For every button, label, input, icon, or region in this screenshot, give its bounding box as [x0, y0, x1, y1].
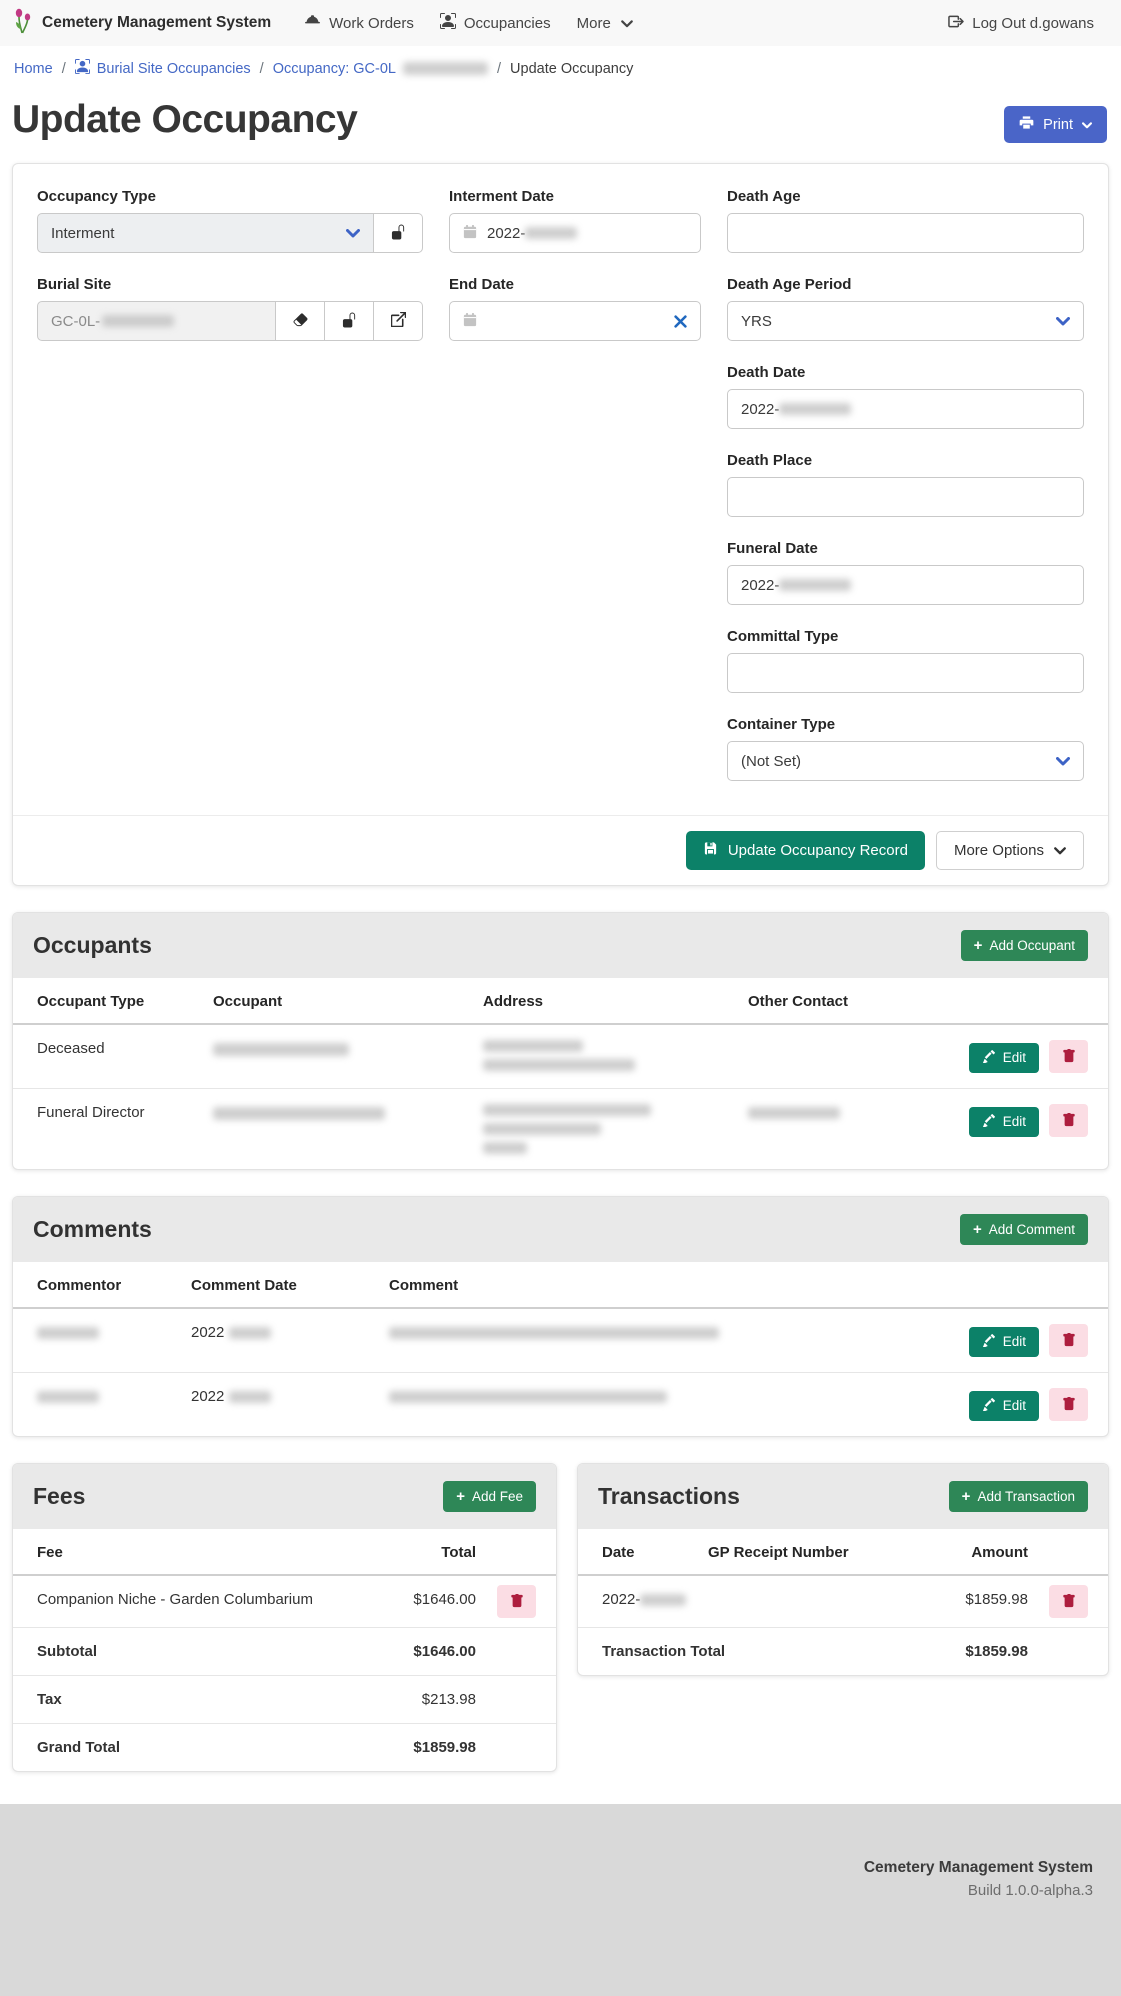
burial-site-open-button[interactable]	[374, 301, 423, 341]
chevron-down-icon	[1054, 842, 1066, 859]
occupant-row	[13, 1024, 1108, 1089]
brand-label: Cemetery Management System	[42, 14, 272, 31]
col-date: Date	[578, 1529, 698, 1575]
eraser-icon	[293, 312, 308, 330]
nav-item-label: Occupancies	[463, 14, 551, 32]
death-date-field	[727, 364, 1084, 429]
comment-date-prefix: 2022	[191, 1388, 225, 1405]
col-gp-receipt-number: GP Receipt Number	[698, 1529, 928, 1575]
fees-subtotal-row	[13, 1628, 556, 1676]
occupant-name-cell	[203, 1089, 473, 1170]
print-button[interactable]	[1004, 106, 1107, 143]
redacted-death-date	[779, 403, 851, 415]
subtotal-label: Subtotal	[13, 1628, 376, 1676]
edit-label: Edit	[1002, 1334, 1026, 1349]
delete-occupant-button[interactable]	[1049, 1104, 1088, 1137]
comments-header	[13, 1197, 1108, 1262]
burial-site-label: Burial Site	[37, 276, 112, 293]
trash-icon	[1062, 1048, 1076, 1066]
death-date-value-prefix: 2022-	[741, 400, 780, 418]
delete-occupant-button[interactable]	[1049, 1040, 1088, 1073]
trash-icon	[1062, 1396, 1076, 1414]
redacted-funeral-date	[779, 579, 851, 591]
breadcrumb-burial-site-occupancies[interactable]	[75, 59, 251, 78]
end-date-label: End Date	[449, 276, 515, 293]
plus-icon: +	[973, 937, 983, 954]
edit-occupant-button[interactable]	[969, 1043, 1039, 1073]
occupancy-type-label: Occupancy Type	[37, 188, 156, 205]
update-occupancy-record-button[interactable]	[686, 831, 925, 870]
occupant-type-cell: Deceased	[13, 1024, 203, 1089]
calendar-icon	[463, 312, 477, 331]
redacted-interment-date	[525, 227, 577, 239]
commentor-cell	[13, 1373, 181, 1437]
pencil-icon	[982, 1398, 995, 1414]
delete-transaction-button[interactable]	[1049, 1585, 1088, 1618]
death-age-period-value: YRS	[741, 312, 772, 330]
nav-item-label: Work Orders	[329, 14, 414, 32]
redacted-address-line	[483, 1142, 527, 1154]
death-age-period-field	[727, 276, 1084, 341]
redacted-address-line	[483, 1104, 651, 1116]
redacted-comment-date	[229, 1327, 271, 1339]
trash-icon	[1062, 1332, 1076, 1350]
interment-date-input[interactable]	[449, 213, 701, 253]
end-date-input[interactable]	[449, 301, 701, 341]
redacted-comment	[389, 1327, 719, 1339]
occupants-table	[13, 978, 1108, 1169]
page-title: Update Occupancy	[12, 98, 358, 141]
top-navbar	[0, 0, 1121, 46]
col-total: Total	[376, 1529, 486, 1575]
occupant-contact-cell	[738, 1024, 948, 1089]
box-arrow-up-right-icon	[391, 312, 406, 330]
trash-icon	[1062, 1112, 1076, 1130]
occupancy-type-field	[37, 188, 423, 253]
breadcrumb-separator: /	[259, 60, 264, 77]
transaction-date-prefix: 2022-	[602, 1591, 641, 1608]
trash-icon	[1062, 1593, 1076, 1611]
comments-title: Comments	[33, 1216, 152, 1242]
printer-icon	[1019, 115, 1034, 134]
nav-item-more[interactable]	[564, 7, 646, 40]
chevron-down-icon	[1056, 313, 1070, 330]
redacted-occupant-name	[213, 1043, 349, 1056]
committal-type-label: Committal Type	[727, 628, 839, 645]
fees-grand-total-row	[13, 1724, 556, 1772]
edit-label: Edit	[1002, 1050, 1026, 1065]
breadcrumb-occupancy[interactable]	[273, 61, 488, 77]
end-date-field	[449, 276, 701, 341]
save-icon	[703, 841, 718, 860]
print-label: Print	[1043, 116, 1073, 133]
transaction-total-value: $1859.98	[965, 1643, 1028, 1660]
occupant-row	[13, 1089, 1108, 1170]
container-type-value: (Not Set)	[741, 752, 802, 770]
fees-transactions-row	[12, 1463, 1109, 1772]
transactions-table	[578, 1529, 1108, 1675]
breadcrumb-occupancy-label: Occupancy: GC-0L	[272, 60, 396, 77]
breadcrumb-separator: /	[61, 60, 66, 77]
add-comment-label: Add Comment	[988, 1222, 1075, 1237]
occupants-header	[13, 913, 1108, 978]
nav-item-occupancies[interactable]	[427, 5, 564, 41]
fee-name-cell: Companion Niche - Garden Columbarium	[13, 1575, 376, 1628]
fees-table	[13, 1529, 556, 1771]
breadcrumb	[0, 46, 1121, 88]
container-type-label: Container Type	[727, 716, 836, 733]
pencil-icon	[982, 1114, 995, 1130]
occupant-address-cell	[473, 1024, 738, 1089]
end-date-clear-icon[interactable]	[674, 315, 687, 328]
comment-cell	[379, 1373, 948, 1437]
redacted-commentor	[37, 1327, 99, 1339]
calendar-icon	[463, 224, 477, 243]
form-footer	[13, 815, 1108, 885]
redacted-commentor	[37, 1391, 99, 1403]
plus-icon: +	[961, 1488, 971, 1505]
fee-total-cell: $1646.00	[376, 1575, 486, 1628]
add-comment-button[interactable]	[960, 1214, 1088, 1245]
occupancy-form	[13, 164, 1108, 807]
transaction-date-cell	[578, 1575, 698, 1628]
fees-tax-row	[13, 1676, 556, 1724]
comment-row	[13, 1308, 1108, 1373]
pencil-icon	[982, 1050, 995, 1066]
occupancy-form-card	[12, 163, 1109, 886]
update-occupancy-record-label: Update Occupancy Record	[727, 842, 908, 859]
occupant-contact-cell	[738, 1089, 948, 1170]
death-age-input[interactable]	[727, 213, 1084, 253]
burial-site-field	[37, 276, 423, 341]
occupant-address-cell	[473, 1089, 738, 1170]
person-bounding-box-icon	[440, 13, 456, 33]
transaction-total-label: Transaction Total	[602, 1643, 726, 1660]
burial-site-lock-button[interactable]	[325, 301, 374, 341]
page-footer	[0, 1804, 1121, 1996]
transactions-card	[577, 1463, 1109, 1676]
transaction-row	[578, 1575, 1108, 1628]
burial-site-value-prefix: GC-0L-	[51, 312, 101, 330]
edit-label: Edit	[1002, 1114, 1026, 1129]
plus-icon: +	[972, 1221, 982, 1238]
add-occupant-button[interactable]	[961, 930, 1088, 961]
add-fee-button[interactable]	[443, 1481, 536, 1512]
chevron-down-icon	[346, 225, 360, 242]
occupant-name-cell	[203, 1024, 473, 1089]
redacted-transaction-date	[640, 1594, 686, 1606]
interment-date-label: Interment Date	[449, 188, 555, 205]
breadcrumb-burial-label: Burial Site Occupancies	[96, 60, 251, 77]
fees-title: Fees	[33, 1483, 86, 1509]
redacted-comment	[389, 1391, 667, 1403]
redacted-occupancy-id	[403, 62, 488, 75]
unlock-icon	[391, 224, 406, 243]
unlock-icon	[342, 312, 357, 331]
fees-header	[13, 1464, 556, 1529]
committal-type-input[interactable]	[727, 653, 1084, 693]
interment-date-field	[449, 188, 701, 253]
comment-date-cell	[181, 1373, 379, 1437]
col-amount: Amount	[928, 1529, 1038, 1575]
logout-button[interactable]	[935, 6, 1107, 41]
page-head	[0, 88, 1121, 163]
logout-label: Log Out d.gowans	[972, 14, 1094, 32]
edit-label: Edit	[1002, 1398, 1026, 1413]
occupant-type-cell: Funeral Director	[37, 1104, 145, 1121]
trash-icon	[510, 1593, 524, 1611]
breadcrumb-separator: /	[497, 60, 502, 77]
death-place-field	[727, 452, 1084, 517]
nav-item-work-orders[interactable]	[291, 6, 427, 41]
person-bounding-box-icon	[75, 59, 90, 78]
col-commentor: Commentor	[13, 1262, 181, 1308]
death-age-period-label: Death Age Period	[727, 276, 852, 293]
chevron-down-icon	[1056, 753, 1070, 770]
tax-value: $213.98	[376, 1676, 486, 1724]
death-date-label: Death Date	[727, 364, 806, 381]
tax-label: Tax	[13, 1676, 376, 1724]
chevron-down-icon	[621, 15, 633, 32]
interment-date-value-prefix: 2022-	[487, 224, 526, 242]
transaction-receipt-cell	[698, 1575, 928, 1628]
transactions-title: Transactions	[598, 1483, 740, 1509]
comment-row	[13, 1373, 1108, 1437]
redacted-address-line	[483, 1059, 635, 1071]
more-options-label: More Options	[953, 842, 1044, 859]
col-other-contact: Other Contact	[738, 978, 948, 1024]
transactions-header	[578, 1464, 1108, 1529]
funeral-date-label: Funeral Date	[727, 540, 818, 557]
commentor-cell	[13, 1308, 181, 1373]
footer-build-version: Build 1.0.0-alpha.3	[967, 1882, 1093, 1899]
grand-total-value: $1859.98	[413, 1739, 476, 1756]
breadcrumb-home[interactable]	[14, 61, 53, 77]
occupancy-type-value: Interment	[51, 224, 115, 242]
edit-comment-button[interactable]	[969, 1327, 1039, 1357]
col-address: Address	[473, 978, 738, 1024]
hard-hat-icon	[304, 14, 321, 33]
add-transaction-button[interactable]	[949, 1481, 1088, 1512]
comment-cell	[379, 1308, 948, 1373]
burial-site-erase-button[interactable]	[276, 301, 325, 341]
pencil-icon	[982, 1334, 995, 1350]
col-occupant: Occupant	[203, 978, 473, 1024]
edit-occupant-button[interactable]	[969, 1107, 1039, 1137]
transaction-total-row	[578, 1628, 1108, 1676]
breadcrumb-home-label: Home	[14, 60, 53, 77]
chevron-down-icon	[1082, 117, 1092, 133]
fee-row	[13, 1575, 556, 1628]
occupancy-type-select[interactable]	[37, 213, 374, 253]
occupants-card	[12, 912, 1109, 1170]
occupants-title: Occupants	[33, 932, 152, 958]
death-age-field	[727, 188, 1084, 253]
more-options-button[interactable]	[936, 831, 1084, 870]
container-type-select[interactable]	[727, 741, 1084, 781]
col-comment: Comment	[379, 1262, 948, 1308]
container-type-field	[727, 716, 1084, 781]
funeral-date-field	[727, 540, 1084, 605]
fees-card	[12, 1463, 557, 1772]
redacted-occupant-name	[213, 1107, 385, 1120]
transaction-amount-cell: $1859.98	[928, 1575, 1038, 1628]
committal-type-field	[727, 628, 1084, 693]
death-age-label: Death Age	[727, 188, 801, 205]
occupancy-type-lock-button[interactable]	[374, 213, 423, 253]
death-place-input[interactable]	[727, 477, 1084, 517]
comments-table	[13, 1262, 1108, 1436]
add-fee-label: Add Fee	[471, 1489, 523, 1504]
comment-date-cell	[181, 1308, 379, 1373]
redacted-contact	[748, 1107, 840, 1119]
grand-total-label: Grand Total	[37, 1739, 121, 1756]
redacted-burial-site	[102, 315, 174, 327]
comments-card	[12, 1196, 1109, 1437]
funeral-date-input[interactable]	[727, 565, 1084, 605]
death-place-label: Death Place	[727, 452, 813, 469]
edit-comment-button[interactable]	[969, 1391, 1039, 1421]
plus-icon: +	[456, 1488, 465, 1505]
add-transaction-label: Add Transaction	[977, 1489, 1075, 1504]
logout-icon	[948, 14, 964, 33]
delete-fee-button[interactable]	[497, 1585, 536, 1618]
add-occupant-label: Add Occupant	[989, 938, 1075, 953]
comment-date-prefix: 2022	[191, 1324, 225, 1341]
nav-items	[291, 5, 646, 41]
redacted-address-line	[483, 1040, 583, 1052]
tulip-logo-icon	[14, 8, 33, 39]
redacted-address-line	[483, 1123, 601, 1135]
brand[interactable]	[14, 8, 271, 39]
col-occupant-type: Occupant Type	[13, 978, 203, 1024]
burial-site-input	[37, 301, 276, 341]
delete-comment-button[interactable]	[1049, 1324, 1088, 1357]
col-fee: Fee	[13, 1529, 376, 1575]
nav-item-label: More	[576, 14, 611, 32]
death-date-input[interactable]	[727, 389, 1084, 429]
funeral-date-value-prefix: 2022-	[741, 576, 780, 594]
subtotal-value: $1646.00	[376, 1628, 486, 1676]
footer-app-name: Cemetery Management System	[863, 1859, 1093, 1876]
breadcrumb-current: Update Occupancy	[510, 60, 634, 77]
col-comment-date: Comment Date	[181, 1262, 379, 1308]
delete-comment-button[interactable]	[1049, 1388, 1088, 1421]
redacted-comment-date	[229, 1391, 271, 1403]
death-age-period-select[interactable]	[727, 301, 1084, 341]
